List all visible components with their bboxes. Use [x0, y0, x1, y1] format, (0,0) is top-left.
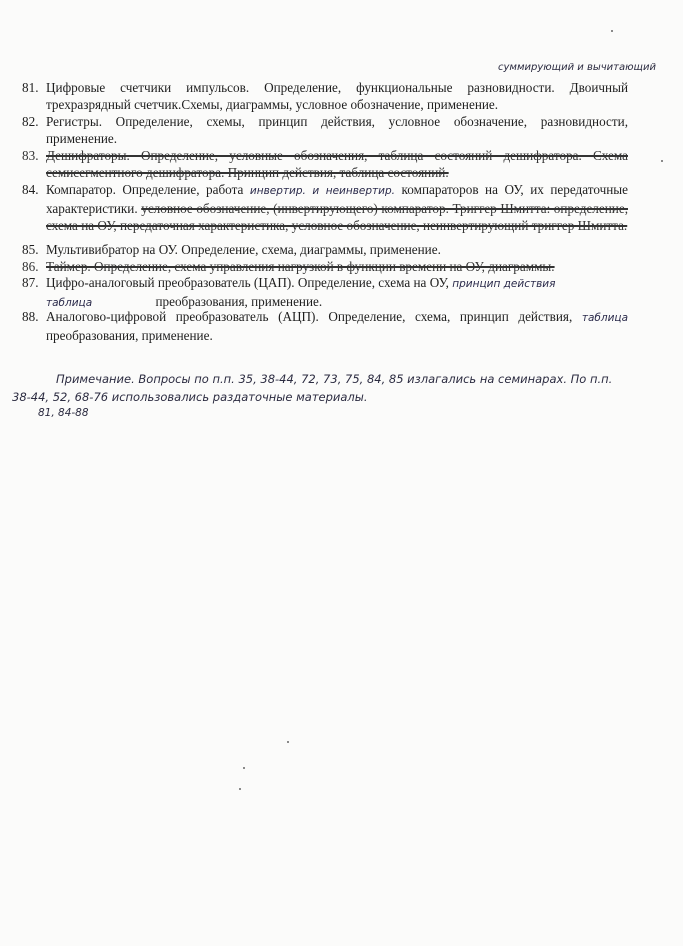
list-item-84 [22, 181, 628, 234]
item-text: Цифровые счетчики импульсов. Определение, функциональные разновидности. Двоичный трехразрядный счетчик.Схемы, диаграммы, условное обозначение, применение. [46, 80, 628, 112]
handwritten-note-line1: Примечание. Вопросы по п.п. 35, 38-44, 72, 73, 75, 84, 85 излагались на семинарах. По п.п. [56, 372, 613, 386]
scan-speck [287, 741, 289, 743]
list-item-87 [22, 274, 628, 312]
item-text-part: Компаратор. Определение, работа [46, 182, 244, 197]
item-text: Дешифраторы. Определение, условные обозначения, таблица состояний дешифратора. Схема семисегментного дешифратора. Принцип действия, таблица состояний. [46, 148, 628, 180]
handwritten-insert: инвертир. и неинвертир. [249, 185, 396, 197]
item-number: 84. [22, 182, 39, 197]
scan-speck [661, 160, 663, 162]
handwritten-note-line3: 81, 84-88 [38, 407, 89, 419]
handwritten-annotation-top: суммирующий и вычитающий [498, 62, 656, 73]
item-text-part: преобразования, применение. [46, 328, 213, 343]
item-text [46, 274, 628, 312]
item-text-part: Цифро-аналоговый преобразователь (ЦАП). Определение, схема на ОУ, [46, 275, 449, 290]
item-number: 87. [22, 275, 39, 290]
item-text: Регистры. Определение, схемы, принцип действия, условное обозначение, разновидности, применение. [46, 114, 628, 146]
handwritten-insert: принцип действия [452, 278, 556, 290]
item-number: 81. [22, 80, 39, 95]
item-text-part: Аналогово-цифровой преобразователь (АЦП). Определение, схема, принцип действия, [46, 309, 573, 324]
item-number: 86. [22, 259, 39, 274]
handwritten-insert: таблица [46, 297, 93, 309]
handwritten-insert: таблица [581, 312, 629, 324]
list-item-81 [22, 79, 628, 113]
handwritten-note-line2: 38-44, 52, 68-76 использовались раздаточные материалы. [12, 390, 368, 404]
item-text: Таймер. Определение, схема управления нагрузкой в функции времени на ОУ, диаграммы. [46, 259, 555, 274]
list-item-88 [22, 308, 628, 344]
item-number: 88. [22, 309, 39, 324]
item-text [46, 181, 628, 234]
list-item-86-struck [22, 258, 628, 275]
list-item-85 [22, 241, 628, 258]
item-number: 82. [22, 114, 39, 129]
struck-text: условное обозначение, (инвертирующего) компаратор. Триггер Шмитта: определение, схема на ОУ, передаточная характеристика, условное обозначение, неинвертирующий триггер Шмитта. [46, 201, 628, 233]
item-text [46, 308, 628, 344]
item-text-part: преобразования, применение. [155, 294, 323, 309]
item-text-part: компараторов на ОУ, их передаточные характеристики. [46, 182, 629, 216]
item-number: 85. [22, 242, 39, 257]
item-text: Мультивибратор на ОУ. Определение, схема, диаграммы, применение. [46, 242, 441, 257]
scan-speck [239, 788, 241, 790]
list-item-83-struck [22, 147, 628, 181]
list-item-82 [22, 113, 628, 147]
scan-speck [611, 30, 613, 32]
item-number: 83. [22, 148, 39, 163]
scan-speck [243, 767, 245, 769]
